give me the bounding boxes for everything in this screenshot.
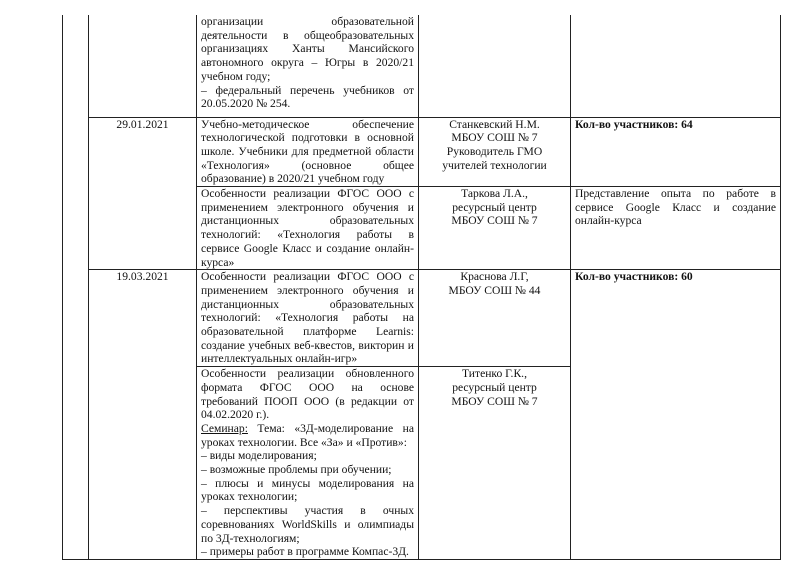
speaker-name: Краснова Л.Г, (460, 270, 529, 284)
speaker-cell (419, 15, 571, 117)
topic-cell: Учебно-методическое обеспечение технологической подготовки в основной школе. Учебники для предметной области «Технология» (основное общее образование) в 2020/21 учебном году (197, 117, 419, 187)
speaker-name: Таркова Л.А., (461, 187, 528, 201)
table-row (63, 117, 781, 187)
date-cell (89, 15, 197, 117)
events-table (62, 15, 781, 560)
list-item: – возможные проблемы при обучении; (201, 463, 392, 477)
list-item: – перспективы участия в очных соревнованиях WorldSkills и олимпиады по 3Д-технологиям; (201, 504, 414, 545)
speaker-org: МБОУ СОШ № 7 (451, 214, 538, 228)
topic-cell (197, 367, 419, 560)
speaker-name: Титенко Г.К., (462, 367, 527, 381)
speaker-cell (419, 187, 571, 270)
date-cell: 19.03.2021 (89, 270, 197, 560)
result-cell: Кол-во участников: 60 (571, 270, 781, 560)
topic-cell: Особенности реализации ФГОС ООО с применением электронного обучения и дистанционных образовательных технологий: «Технология работы на образовательной платформе Learnis: создание учебных веб-квестов, викторин и интеллектуальных онлайн-игр» (197, 270, 419, 367)
speaker-cell (419, 117, 571, 187)
speaker-org: МБОУ СОШ № 7 (451, 394, 538, 408)
speaker-role: Руководитель ГМО учителей технологии (442, 144, 547, 172)
topic-text: – федеральный перечень учебников от 20.05.2020 № 254. (201, 83, 414, 111)
topic-cell: Особенности реализации ФГОС ООО с применением электронного обучения и дистанционных образовательных технологий: «Технология работы в сервисе Google Класс и создание онлайн-курса» (197, 187, 419, 270)
date-cell: 29.01.2021 (89, 117, 197, 270)
seminar-text (201, 422, 414, 449)
topic-text: Особенности реализации обновленного формата ФГОС ООО на основе требований ПООП ООО (в редакции от 04.02.2020 г.). (201, 367, 414, 422)
list-item: – виды моделирования; (201, 449, 317, 463)
speaker-cell (419, 367, 571, 560)
speaker-cell (419, 270, 571, 367)
result-cell: Представление опыта по работе в сервисе Google Класс и создание онлайн-курса (571, 187, 781, 270)
seminar-label: Семинар: (201, 421, 248, 435)
speaker-org: ресурсный центр (452, 200, 537, 214)
number-cell (63, 15, 89, 560)
speaker-org: ресурсный центр (452, 380, 537, 394)
table-row (63, 15, 781, 117)
speaker-name: Станкевский Н.М. (449, 117, 540, 131)
topic-cell (197, 15, 419, 117)
list-item: – плюсы и минусы моделирования на уроках технологии; (201, 476, 414, 504)
speaker-org: МБОУ СОШ № 7 (451, 131, 538, 145)
topic-text: организации образовательной деятельности в общеобразовательных организациях Ханты Мансийского автономного округа – Югры в 2020/21 учебном году; (201, 15, 414, 83)
result-cell (571, 15, 781, 117)
table-row (63, 270, 781, 367)
list-item: – примеры работ в программе Компас-3Д. (201, 545, 409, 559)
seminar-theme: Тема: «3Д-моделирование на уроках технологии. Все «За» и «Против»: (201, 421, 414, 449)
speaker-org: МБОУ СОШ № 44 (448, 283, 541, 297)
result-cell: Кол-во участников: 64 (571, 117, 781, 187)
